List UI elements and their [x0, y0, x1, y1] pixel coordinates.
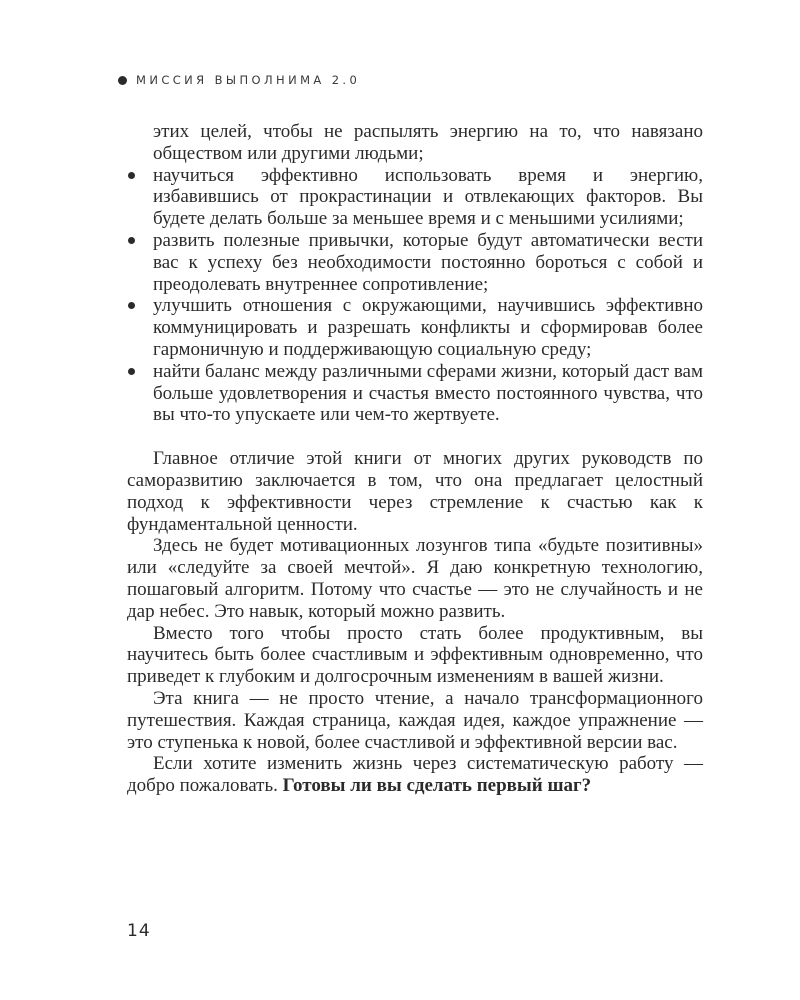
- running-title: МИССИЯ ВЫПОЛНИМА 2.0: [136, 73, 361, 87]
- list-item: [127, 165, 703, 230]
- paragraph: Главное отличие этой книги от многих других руководств по саморазвитию заключается в том, что она предлагает целостный подход к эффективности через стремление к счастью как к фундаментальной ценности.: [127, 448, 703, 535]
- list-item: [127, 295, 703, 360]
- paragraph: Вместо того чтобы просто стать более продуктивным, вы научитесь быть более счастливым и эффективным одновременно, что приведет к глубоким и долгосрочным изменениям в вашей жизни.: [127, 622, 703, 688]
- bullet-dot-icon: [128, 172, 135, 179]
- final-paragraph: [127, 753, 703, 797]
- list-item: [127, 361, 703, 426]
- list-item-text: найти баланс между различными сферами жизни, который даст вам больше удовлетворения и счастья вместо постоянного чувства, что вы что-то упускаете или чем-то жертвуете.: [153, 360, 703, 426]
- bullet-dot-icon: [128, 368, 135, 375]
- list-item-text: научиться эффективно использовать время и энергию, избавившись от прокрастинации и отвлекающих факторов. Вы будете делать больше за меньшее время и с меньшими усилиями;: [153, 164, 703, 230]
- list-item-text: развить полезные привычки, которые будут автоматически вести вас к успеху без необходимости постоянно бороться с собой и преодолевать внутреннее сопротивление;: [153, 229, 703, 295]
- list-item: [127, 121, 703, 165]
- paragraphs: [127, 448, 703, 797]
- final-question: Готовы ли вы сделать первый шаг?: [282, 775, 592, 797]
- list-item-text: этих целей, чтобы не распылять энергию на то, что навязано обществом или другими людьми;: [153, 121, 703, 164]
- bullet-dot-icon: [128, 302, 135, 309]
- list-item: [127, 230, 703, 295]
- list-item-text: улучшить отношения с окружающими, научившись эффективно коммуницировать и разрешать конфликты и сформировав более гармоничную и поддерживающую социальную среду;: [153, 295, 703, 360]
- bullet-dot-icon: [128, 237, 135, 244]
- paragraph: Эта книга — не просто чтение, а начало трансформационного путешествия. Каждая страница, каждая идея, каждое упражнение — это ступенька к новой, более счастливой и эффективной версии вас.: [127, 687, 703, 753]
- final-paragraph-text: Если хотите изменить жизнь через систематическую работу — добро пожаловать.: [127, 753, 703, 797]
- bullet-list: [127, 121, 703, 426]
- paragraph: Здесь не будет мотивационных лозунгов типа «будьте позитивны» или «следуйте за своей мечтой». Я даю конкретную технологию, пошаговый алгоритм. Потому что счастье — это не случайность и не дар небес. Это навык, который можно развить.: [127, 535, 703, 622]
- body-text: [127, 121, 703, 797]
- page-number: 14: [127, 921, 151, 941]
- bullet-dot-icon: [118, 76, 127, 85]
- running-head: [118, 73, 360, 87]
